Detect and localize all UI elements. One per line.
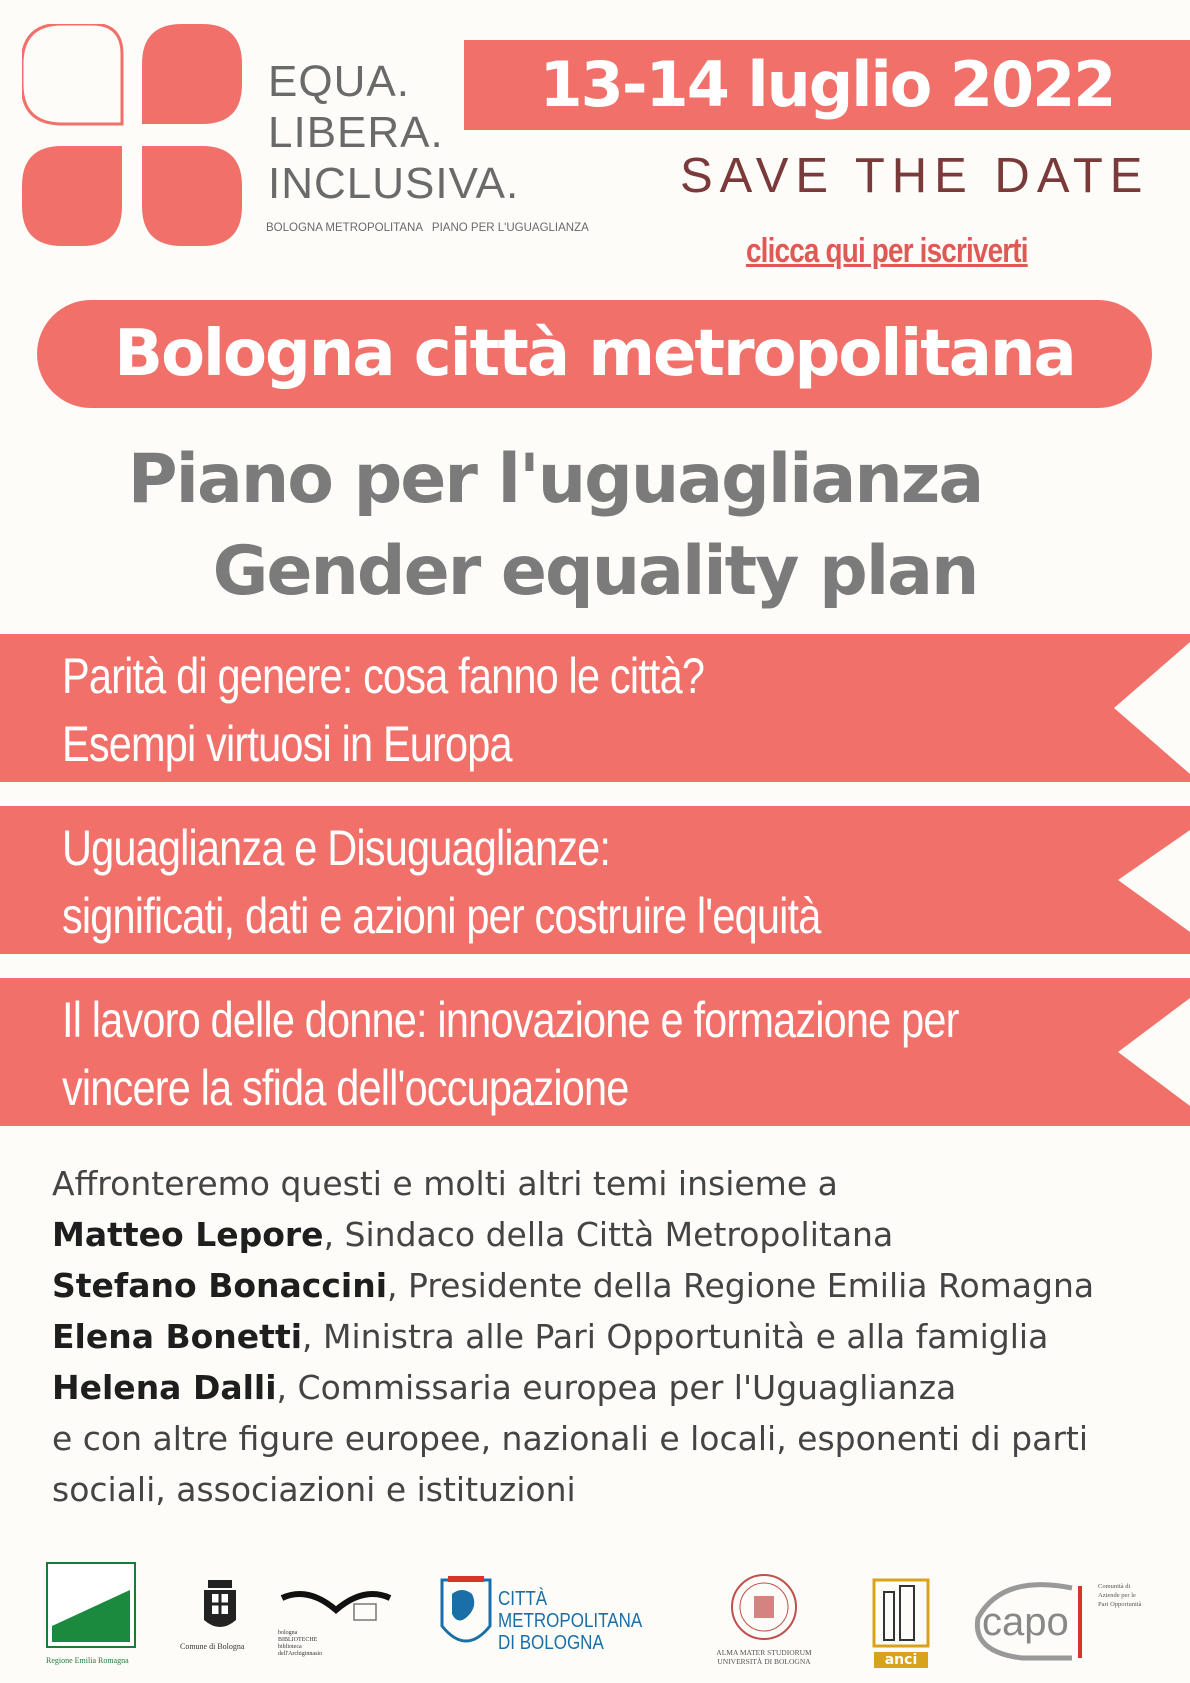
speaker-role: , Sindaco della Città Metropolitana (323, 1215, 894, 1254)
speaker-name: Stefano Bonaccini (52, 1266, 388, 1305)
speaker-line (52, 1311, 1094, 1362)
speaker-role: , Presidente della Regione Emilia Romagna (387, 1266, 1095, 1305)
capo-description: Comunità di Aziende per le Pari Opportunità (1098, 1583, 1142, 1608)
biblioteche-logo (278, 1586, 394, 1657)
comune-label: Comune di Bologna (180, 1642, 245, 1651)
anci-label: anci (874, 1652, 928, 1668)
coat-of-arms-icon (180, 1572, 270, 1638)
unibo-seal-icon (729, 1572, 799, 1642)
anci-logo (872, 1578, 930, 1666)
save-the-date: SAVE THE DATE (680, 149, 1150, 203)
lion-shield-icon (438, 1574, 494, 1660)
anci-towers-icon (872, 1578, 930, 1648)
topic-ribbon-2 (0, 806, 1190, 954)
open-book-icon (278, 1586, 394, 1626)
speakers-section (52, 1158, 1094, 1515)
title-italian: Piano per l'uguaglianza (127, 440, 983, 519)
capo-label: capo (982, 1600, 1069, 1644)
intro-text: Affronteremo questi e molti altri temi insieme a (52, 1164, 838, 1203)
topic-line-1: Il lavoro delle donne: innovazione e formazione per (62, 992, 959, 1048)
title-english: Gender equality plan (212, 532, 978, 611)
citta-metro-line-3: DI BOLOGNA (498, 1632, 604, 1654)
topic-text (62, 814, 820, 950)
topic-line-1: Parità di genere: cosa fanno le città? (62, 648, 705, 704)
speaker-role: , Commissaria europea per l'Uguaglianza (276, 1368, 957, 1407)
speaker-line (52, 1362, 1094, 1413)
brand-line-2: LIBERA. (268, 108, 444, 157)
citta-metro-line-1: CITTÀ (498, 1588, 548, 1610)
speaker-line (52, 1260, 1094, 1311)
banner-title: Bologna città metropolitana (114, 317, 1075, 391)
speaker-name: Helena Dalli (52, 1368, 277, 1407)
closing-text-2: sociali, associazioni e istituzioni (52, 1470, 576, 1509)
regione-emilia-romagna-logo (46, 1562, 138, 1666)
citta-metropolitana-logo (438, 1574, 643, 1664)
brand-subtitle: BOLOGNA METROPOLITANA PIANO PER L'UGUAGLIANZA (266, 222, 589, 234)
speaker-line (52, 1209, 1094, 1260)
topic-line-2: significati, dati e azioni per costruire l'equità (62, 888, 821, 944)
topic-ribbon-1 (0, 634, 1190, 782)
comune-bologna-logo (180, 1572, 270, 1652)
event-date: 13-14 luglio 2022 (539, 48, 1115, 121)
speaker-name: Matteo Lepore (52, 1215, 324, 1254)
biblioteche-label: bologna BIBLIOTECHE biblioteca dell'Archiginnasio (278, 1630, 323, 1657)
brand-logo-icon (22, 24, 242, 246)
topic-line-2: vincere la sfida dell'occupazione (62, 1060, 629, 1116)
brand-line-3: INCLUSIVA. (268, 159, 520, 208)
topic-ribbon-3 (0, 978, 1190, 1126)
topic-text (62, 986, 959, 1122)
regione-flag-icon (46, 1562, 138, 1652)
speaker-role: , Ministra alle Pari Opportunità e alla famiglia (302, 1317, 1049, 1356)
brand-line-1: EQUA. (268, 57, 410, 106)
topic-line-1: Uguaglianza e Disuguaglianze: (62, 820, 611, 876)
register-link[interactable]: clicca qui per iscriverti (746, 232, 1028, 270)
unibo-label-2: UNIVERSITÀ DI BOLOGNA (717, 1657, 811, 1666)
unibo-logo (698, 1572, 830, 1668)
topic-line-2: Esempi virtuosi in Europa (62, 716, 512, 772)
unibo-label-1: ALMA MATER STUDIORUM (716, 1648, 812, 1657)
regione-label: Regione Emilia Romagna (46, 1656, 129, 1665)
closing-text-1: e con altre figure europee, nazionali e locali, esponenti di parti (52, 1419, 1088, 1458)
capo-logo (962, 1578, 1142, 1664)
speaker-name: Elena Bonetti (52, 1317, 303, 1356)
citta-metro-label (498, 1588, 642, 1654)
topic-text (62, 642, 704, 778)
citta-metro-line-2: METROPOLITANA (498, 1610, 643, 1632)
